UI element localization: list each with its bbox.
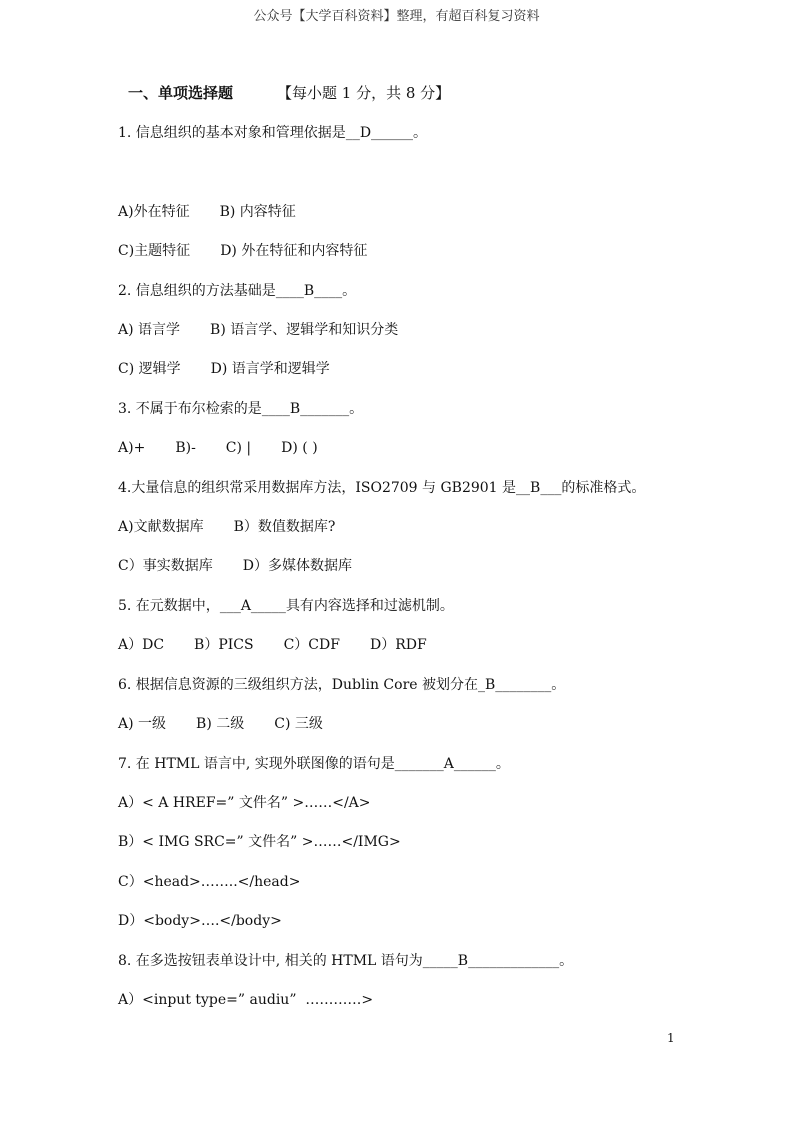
page-number: 1 (667, 1031, 675, 1045)
question-line (118, 912, 282, 930)
option: A) 一级 (118, 716, 167, 732)
question-line (118, 991, 373, 1009)
question-text: 6. 根据信息资源的三级组织方法，Dublin Core 被划分在 (118, 677, 478, 693)
option: A)外在特征 (118, 204, 190, 220)
option: B) 语言学、逻辑学和知识分类 (210, 322, 399, 338)
question-text: D）<body>….</body> (118, 913, 282, 929)
answer-blank: __B___ (516, 480, 562, 496)
option: A)+ (118, 440, 146, 456)
options-line (118, 636, 457, 654)
question-line (118, 400, 363, 418)
option: D) 语言学和逻辑学 (210, 361, 330, 377)
question-line (118, 952, 573, 970)
option: A)文献数据库 (118, 519, 204, 535)
section-points: 【每小题 1 分，共 8 分】 (277, 84, 451, 102)
answer-blank: _____B_____________ (422, 953, 560, 969)
question-text: 。 (559, 953, 574, 969)
section-title: 一、单项选择题 (128, 84, 234, 102)
option: B）PICS (194, 637, 254, 653)
question-text: 8. 在多选按钮表单设计中, 相关的 HTML 语句为 (118, 953, 423, 969)
option: C）事实数据库 (118, 558, 213, 574)
option: D) ( ) (281, 440, 318, 456)
option: B) 内容特征 (219, 204, 296, 220)
question-line (118, 833, 401, 851)
question-text: 1. 信息组织的基本对象和管理依据是 (118, 125, 346, 141)
options-line (118, 518, 365, 536)
question-text: 4.大量信息的组织常采用数据库方法，ISO2709 与 GB2901 是 (118, 480, 517, 496)
options-line (118, 242, 397, 260)
options-line (118, 715, 353, 733)
question-text: 的标准格式。 (561, 480, 646, 496)
answer-blank: _______A______ (394, 756, 496, 772)
question-text: 2. 信息组织的方法基础是 (118, 283, 276, 299)
question-line (118, 755, 510, 773)
question-text: 3. 不属于布尔检索的是 (118, 401, 262, 417)
option: A）DC (118, 637, 165, 653)
option: C）CDF (283, 637, 340, 653)
question-line (118, 124, 427, 142)
question-text: 。 (413, 125, 428, 141)
question-text: A）<input type=” audiu” …………> (118, 992, 374, 1008)
option: D）多媒体数据库 (242, 558, 352, 574)
option: C) | (225, 440, 252, 456)
option: B）数值数据库? (233, 519, 336, 535)
answer-blank: ____B_______ (261, 401, 350, 417)
question-text: 。 (342, 283, 357, 299)
option: D) 外在特征和内容特征 (220, 243, 368, 259)
answer-blank: ____B____ (275, 283, 343, 299)
question-text: 5. 在元数据中， (118, 598, 220, 614)
options-line (118, 203, 326, 221)
section-heading (128, 84, 450, 102)
question-text: 7. 在 HTML 语言中, 实现外联图像的语句是 (118, 756, 395, 772)
answer-blank: __D______ (345, 125, 414, 141)
option: B)- (175, 440, 196, 456)
page-header: 公众号【大学百科资料】整理，有超百科复习资料 (253, 9, 540, 24)
question-text: 。 (551, 677, 566, 693)
answer-blank: ___A_____ (219, 598, 286, 614)
question-text: A）< A HREF=” 文件名” >……</A> (118, 795, 371, 811)
option: C) 三级 (274, 716, 323, 732)
options-line (118, 439, 348, 457)
option: B) 二级 (196, 716, 245, 732)
answer-blank: _B________ (478, 677, 552, 693)
question-line (118, 676, 565, 694)
question-line (118, 597, 454, 615)
option: D）RDF (369, 637, 427, 653)
question-text: 具有内容选择和过滤机制。 (285, 598, 454, 614)
options-line (118, 360, 360, 378)
question-text: 。 (349, 401, 364, 417)
question-line (118, 873, 300, 891)
question-text: B）< IMG SRC=” 文件名” >……</IMG> (118, 834, 401, 850)
question-line (118, 479, 645, 497)
options-line (118, 321, 428, 339)
question-line (118, 794, 371, 812)
option: C)主题特征 (118, 243, 191, 259)
question-text: C）<head>……..</head> (118, 874, 301, 890)
options-line (118, 557, 382, 575)
option: A) 语言学 (118, 322, 181, 338)
question-line (118, 282, 356, 300)
option: C) 逻辑学 (118, 361, 181, 377)
question-text: 。 (495, 756, 510, 772)
